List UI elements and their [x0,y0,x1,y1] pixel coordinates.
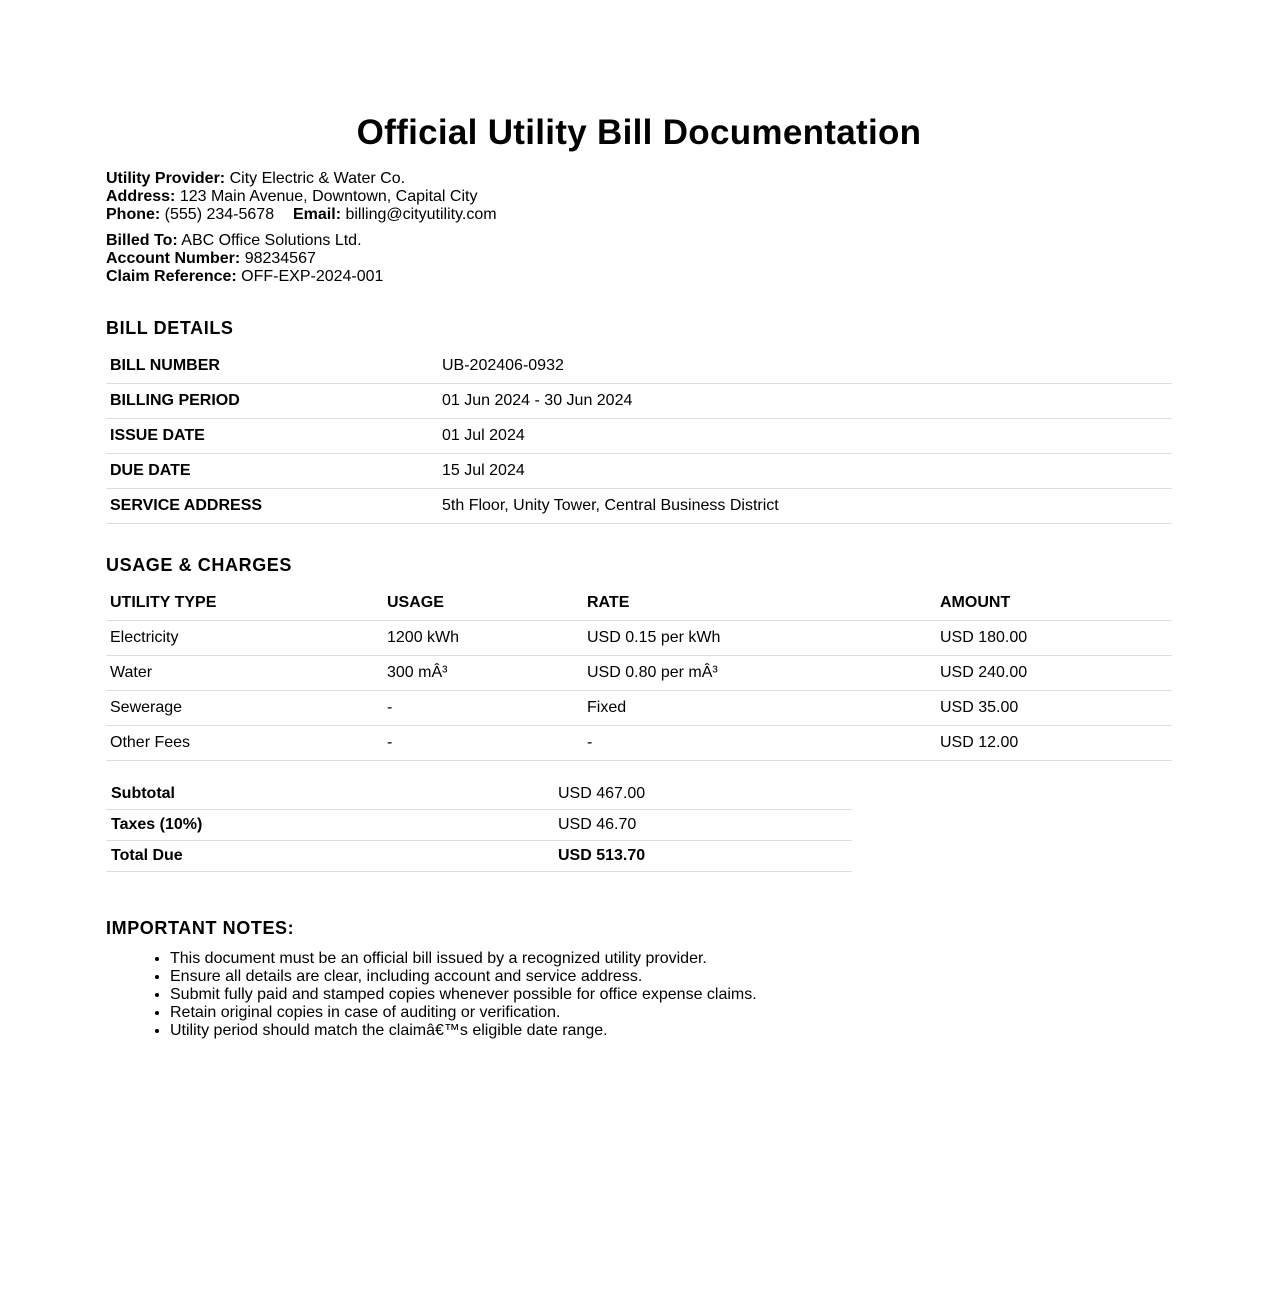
billing-period-value: 01 Jun 2024 - 30 Jun 2024 [438,384,1172,419]
table-row [106,841,852,872]
table-row [106,691,1172,726]
address-line [106,188,1172,206]
bill-number-value: UB-202406-0932 [438,349,1172,384]
email-label: Email: [293,206,342,223]
total-due-label: Total Due [106,841,553,872]
address-label: Address: [106,188,176,205]
table-row [106,726,1172,761]
list-item: • Ensure all details are clear, including account and service address. [170,968,1172,986]
rate-cell: Fixed [583,691,936,726]
usage-cell: - [383,691,583,726]
provider-line [106,170,1172,188]
column-header-rate: RATE [583,586,936,621]
claim-label: Claim Reference: [106,268,237,285]
subtotal-value: USD 467.00 [553,779,852,810]
phone-value: (555) 234-5678 [164,206,275,223]
issue-date-label: ISSUE DATE [106,419,438,454]
due-date-value: 15 Jul 2024 [438,454,1172,489]
table-row [106,810,852,841]
bill-document [106,0,1172,1040]
list-item: • Utility period should match the claimâ€™s eligible date range. [170,1022,1172,1040]
utility-type-cell: Other Fees [106,726,383,761]
issue-date-value: 01 Jul 2024 [438,419,1172,454]
table-header-row [106,586,1172,621]
column-header-usage: USAGE [383,586,583,621]
provider-value: City Electric & Water Co. [229,170,406,187]
table-row [106,384,1172,419]
notes-heading: IMPORTANT NOTES: [106,918,295,938]
account-label: Account Number: [106,250,241,267]
table-row [106,454,1172,489]
billed-to-label: Billed To: [106,232,178,249]
subtotal-label: Subtotal [106,779,553,810]
claim-line [106,268,1172,286]
bill-details-heading: BILL DETAILS [106,318,234,338]
address-value: 123 Main Avenue, Downtown, Capital City [179,188,478,205]
total-due-value: USD 513.70 [553,841,852,872]
utility-type-cell: Water [106,656,383,691]
important-notes [106,918,1172,1040]
due-date-label: DUE DATE [106,454,438,489]
usage-cell: - [383,726,583,761]
list-item: • Submit fully paid and stamped copies whenever possible for office expense claims. [170,986,1172,1004]
customer-info [106,232,1172,286]
service-address-label: SERVICE ADDRESS [106,489,438,524]
rate-cell: USD 0.80 per mÂ³ [583,656,936,691]
rate-cell: - [583,726,936,761]
table-row [106,656,1172,691]
phone-label: Phone: [106,206,161,223]
taxes-label: Taxes (10%) [106,810,553,841]
column-header-amount: AMOUNT [936,586,1172,621]
amount-cell: USD 12.00 [936,726,1172,761]
provider-info [106,170,1172,224]
billed-to-line [106,232,1172,250]
amount-cell: USD 180.00 [936,621,1172,656]
amount-cell: USD 35.00 [936,691,1172,726]
bill-details-table [106,349,1172,524]
usage-heading: USAGE & CHARGES [106,555,293,575]
rate-cell: USD 0.15 per kWh [583,621,936,656]
table-row [106,349,1172,384]
amount-cell: USD 240.00 [936,656,1172,691]
utility-type-cell: Electricity [106,621,383,656]
list-item: • This document must be an official bill issued by a recognized utility provider. [170,950,1172,968]
usage-cell: 300 mÂ³ [383,656,583,691]
column-header-utility-type: UTILITY TYPE [106,586,383,621]
account-value: 98234567 [244,250,316,267]
provider-label: Utility Provider: [106,170,226,187]
bill-number-label: BILL NUMBER [106,349,438,384]
table-row [106,621,1172,656]
totals-table [106,779,852,872]
page-title: Official Utility Bill Documentation [356,113,922,152]
taxes-value: USD 46.70 [553,810,852,841]
billing-period-label: BILLING PERIOD [106,384,438,419]
utility-type-cell: Sewerage [106,691,383,726]
usage-table [106,586,1172,761]
service-address-value: 5th Floor, Unity Tower, Central Business District [438,489,1172,524]
table-row [106,779,852,810]
usage-cell: 1200 kWh [383,621,583,656]
contact-line [106,206,1172,224]
list-item: • Retain original copies in case of auditing or verification. [170,1004,1172,1022]
account-line [106,250,1172,268]
email-value: billing@cityutility.com [345,206,497,223]
billed-to-value: ABC Office Solutions Ltd. [181,232,362,249]
table-row [106,489,1172,524]
notes-list [106,950,1172,1040]
claim-value: OFF-EXP-2024-001 [241,268,384,285]
table-row [106,419,1172,454]
